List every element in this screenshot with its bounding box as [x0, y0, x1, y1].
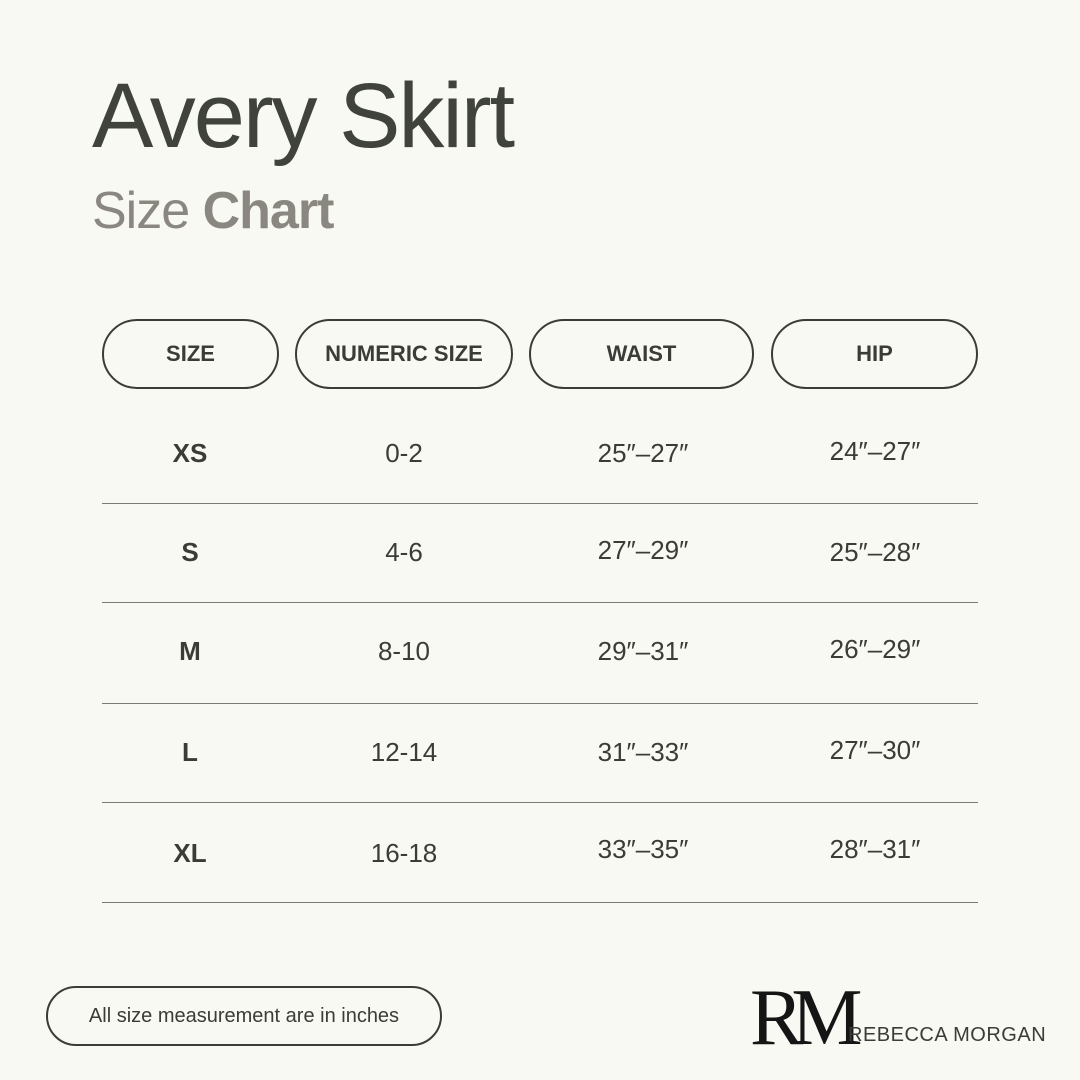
header-hip: HIP: [771, 319, 978, 389]
page-title: Avery Skirt: [92, 65, 514, 167]
cell-numeric-size: 12-14: [370, 737, 438, 767]
row-divider: [102, 602, 978, 603]
subtitle-light: Size: [92, 182, 190, 240]
subtitle-bold: Chart: [202, 182, 334, 240]
cell-size: L: [182, 737, 198, 767]
cell-numeric-size: 4-6: [385, 537, 423, 567]
cell-waist: 31″–33″: [597, 737, 689, 767]
brand-logo: [748, 974, 1048, 1054]
cell-waist: 25″–27″: [597, 438, 689, 468]
cell-numeric-size: 16-18: [370, 838, 438, 868]
row-divider: [102, 703, 978, 704]
cell-hip: 28″–31″: [829, 834, 921, 864]
cell-size: XL: [173, 838, 207, 868]
row-divider: [102, 902, 978, 903]
cell-waist: 27″–29″: [597, 535, 689, 565]
cell-size: M: [179, 636, 201, 666]
cell-hip: 24″–27″: [829, 436, 921, 466]
measurement-note: All size measurement are in inches: [46, 986, 442, 1046]
cell-waist: 33″–35″: [597, 834, 689, 864]
row-divider: [102, 503, 978, 504]
header-size: SIZE: [102, 319, 279, 389]
cell-size: S: [181, 537, 199, 567]
cell-numeric-size: 0-2: [385, 438, 423, 468]
cell-size: XS: [172, 438, 208, 468]
cell-hip: 27″–30″: [829, 735, 921, 765]
brand-name: REBECCA MORGAN: [848, 1024, 1047, 1046]
cell-hip: 25″–28″: [829, 537, 921, 567]
cell-hip: 26″–29″: [829, 634, 921, 664]
row-divider: [102, 802, 978, 803]
brand-monogram: RM: [750, 974, 851, 1054]
header-numeric-size: NUMERIC SIZE: [295, 319, 513, 389]
header-waist: WAIST: [529, 319, 754, 389]
cell-waist: 29″–31″: [597, 636, 689, 666]
page-subtitle: [92, 182, 334, 240]
cell-numeric-size: 8-10: [377, 636, 431, 666]
